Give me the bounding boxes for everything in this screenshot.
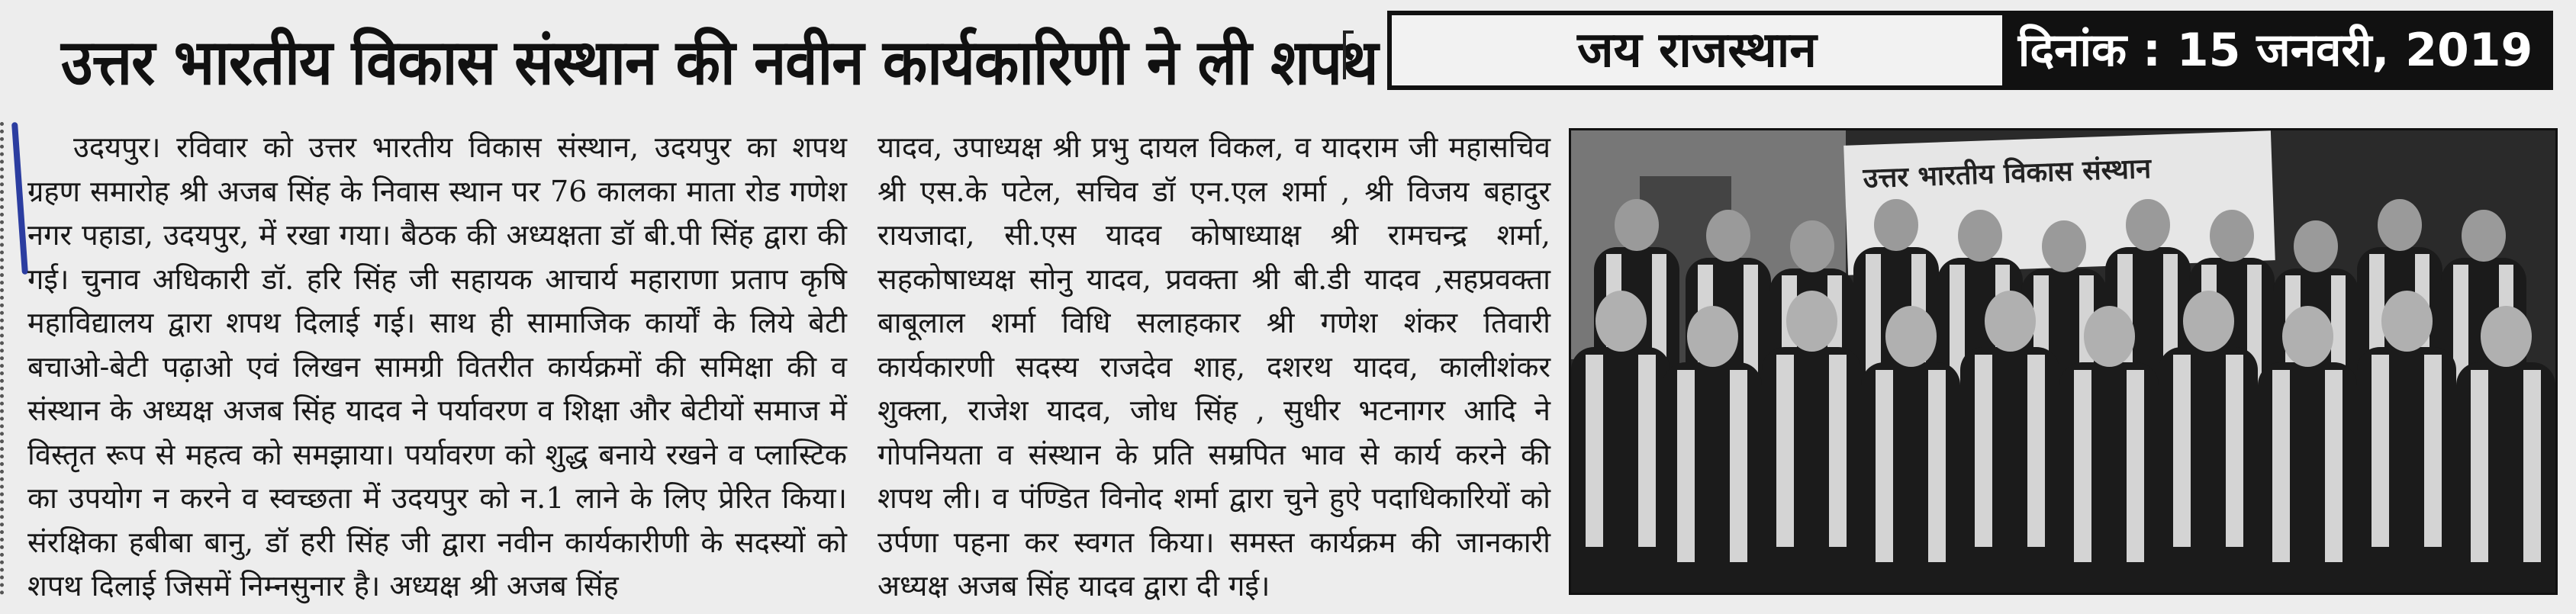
person-shawl [1638, 355, 1656, 547]
person-head [1985, 291, 2036, 352]
person-head [1958, 210, 2002, 262]
person-head [2084, 306, 2135, 367]
person-head [2126, 199, 2170, 251]
person-head [1874, 199, 1918, 251]
person-shawl [2027, 355, 2045, 547]
person-shawl [2226, 355, 2243, 547]
person-head [1885, 306, 1937, 367]
person-shawl [2127, 370, 2144, 562]
person-head [1786, 291, 1837, 352]
person-shawl [2272, 370, 2290, 562]
person-shawl [2325, 370, 2343, 562]
person-shawl [1776, 355, 1794, 547]
article-column-1-text: उदयपुर। रविवार को उत्तर भारतीय विकास संस्थान, उदयपुर का शपथ ग्रहण समारोह श्री अजब सिंह के निवास स्थान पर 76 कालका माता रोड गणेश नगर पहाडा, उदयपुर, में रखा गया। बैठक की अध्यक्षता डॉ बी.पी सिंह द्वारा की गई। चुनाव अधिकारी डॉ. हरि सिंह जी सहायक आचार्य महाराणा प्रताप कृषि महाविद्यालय द्वारा शपथ दिलाई गई। साथ ही सामाजिक कार्यों के लिये बेटी बचाओ-बेटी पढ़ाओ एवं लिखन सामग्री वितरीत कार्यक्रमों की समिक्षा की व संस्थान के अध्यक्ष अजब सिंह यादव ने पर्यावरण व शिक्षा और बेटीयों समाज में विस्तृत रूप से महत्व को समझाया। पर्यावरण को शुद्ध बनाये रखने व प्लास्टिक का उपयोग न करने व स्वच्छता में उदयपुर को न.1 लाने के लिए प्रेरित किया। संरक्षिका हबीबा बानु, डॉ हरी सिंह जी द्वारा नवीन कार्यकारीणी के सदस्यों को शपथ दिलाई जिसमें निम्नसुनार है। अध्यक्ष श्री अजब सिंह [27, 130, 847, 603]
masthead-box [1387, 11, 2553, 90]
person-head [2481, 306, 2532, 367]
person-shawl [1975, 355, 1992, 547]
person-head [1687, 306, 1738, 367]
person-shawl [1876, 370, 1893, 562]
person-head [2294, 220, 2338, 272]
article-column-2 [877, 126, 1550, 609]
person-head [1790, 220, 1834, 272]
group-photo [1569, 128, 2558, 595]
person-shawl [2523, 370, 2541, 562]
person-shawl [1928, 370, 1946, 562]
person-shawl [1677, 370, 1695, 562]
person-shawl [1829, 355, 1847, 547]
person-head [2381, 291, 2433, 352]
person-head [2378, 199, 2422, 251]
person-shawl [2074, 370, 2091, 562]
article-column-2-text: यादव, उपाध्यक्ष श्री प्रभु दायल विकल, व यादराम जी महासचिव श्री एस.के पटेल, सचिव डॉ एन.एल शर्मा , श्री विजय बहादुर रायजादा, सी.एस यादव कोषाध्याक्ष श्री रामचन्द्र शर्मा, सहकोषाध्यक्ष सोनु यादव, प्रवक्ता श्री बी.डी यादव ,सहप्रवक्ता बाबूलाल शर्मा विधि सलाहकार श्री गणेश शंकर तिवारी कार्यकारणी सदस्य राजदेव शाह, दशरथ यादव, कालीशंकर शुक्ला, राजेश यादव, जोध सिंह , सुधीर भटनागर आदि ने गोपनियता व संस्थान के प्रति सम्रपित भाव से कार्य करने की शपथ ली। व पंण्डित विनोद शर्मा द्वारा चुने हुऐ पदाधिकारियों को उर्पणा पहना कर स्वगत किया। समस्त कार्यक्रम की जानकारी अध्यक्ष अजब सिंह यादव द्वारा दी गई। [877, 130, 1550, 603]
person-head [1615, 199, 1659, 251]
photo-banner-text: उत्तर भारतीय विकास संस्थान [1863, 153, 2152, 194]
person-shawl [2471, 370, 2488, 562]
person-shawl [1730, 370, 1747, 562]
person-shawl [2173, 355, 2191, 547]
scan-edge-marks [0, 122, 14, 595]
person-head [1706, 210, 1750, 262]
person-head [1596, 291, 1647, 352]
person-head [2210, 210, 2254, 262]
person-shawl [1586, 355, 1603, 547]
headline-divider [1343, 31, 1354, 79]
person-head [2462, 210, 2506, 262]
article-column-1 [27, 126, 847, 609]
headline: उत्तर भारतीय विकास संस्थान की नवीन कार्यकारिणी ने ली शपथ [61, 25, 1378, 99]
person-head [2183, 291, 2234, 352]
person-shawl [2424, 355, 2442, 547]
paper-name: जय राजस्थान [1577, 22, 1817, 79]
date-label: दिनांक : 15 जनवरी, 2019 [2002, 15, 2549, 85]
person-head [2042, 220, 2086, 272]
person-head [2282, 306, 2333, 367]
person-shawl [2372, 355, 2389, 547]
